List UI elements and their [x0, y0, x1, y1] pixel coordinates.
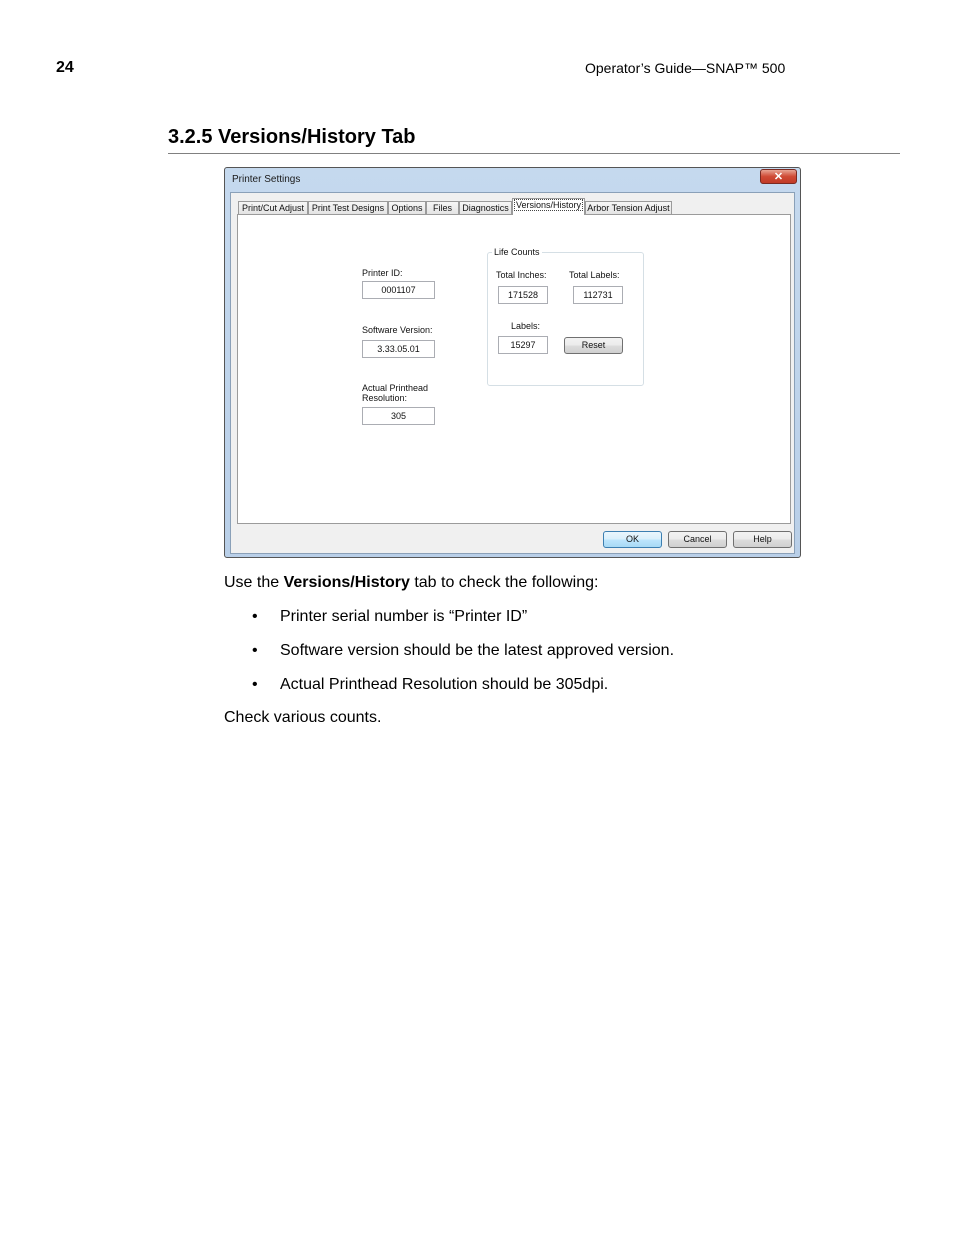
list-item-text: Software version should be the latest approved version.	[280, 642, 675, 659]
labels-label: Labels:	[511, 321, 541, 331]
total-labels-label: Total Labels:	[569, 270, 620, 280]
resolution-field[interactable]: 305	[362, 407, 435, 425]
total-inches-field[interactable]: 171528	[498, 286, 548, 304]
printer-id-field[interactable]: 0001107	[362, 281, 435, 299]
section-title: 3.2.5 Versions/History Tab	[168, 126, 416, 148]
tab-options[interactable]: Options	[388, 201, 426, 215]
close-button[interactable]	[760, 169, 797, 184]
bullet-icon: •	[252, 642, 258, 659]
tab-diagnostics[interactable]: Diagnostics	[459, 201, 512, 215]
tab-versions-history-label: Versions/History	[515, 200, 582, 210]
tab-versions-history[interactable]	[512, 198, 585, 215]
dialog-client-area	[230, 192, 795, 554]
close-icon: ✕	[773, 171, 784, 183]
ok-button[interactable]: OK	[603, 531, 662, 548]
list-item-text: Actual Printhead Resolution should be 305dpi.	[280, 676, 609, 693]
intro-bold: Versions/History	[283, 574, 410, 591]
bullet-icon: •	[252, 608, 258, 625]
bullet-icon: •	[252, 676, 258, 693]
closing-paragraph: Check various counts.	[224, 709, 382, 726]
software-version-field[interactable]: 3.33.05.01	[362, 340, 435, 358]
total-inches-label: Total Inches:	[496, 270, 547, 280]
reset-button[interactable]: Reset	[564, 337, 623, 354]
list-item-text: Printer serial number is “Printer ID”	[280, 608, 528, 625]
running-header: Operator’s Guide—SNAP™ 500	[585, 60, 786, 76]
life-counts-label: Life Counts	[494, 247, 540, 257]
intro-suffix: tab to check the following:	[409, 574, 599, 591]
printer-id-label: Printer ID:	[362, 268, 403, 278]
section-rule	[168, 153, 900, 154]
dialog-title: Printer Settings	[232, 174, 301, 185]
resolution-label-line1: Actual Printhead	[362, 383, 429, 393]
intro-prefix: Use the	[224, 574, 284, 591]
tab-print-test-designs[interactable]: Print Test Designs	[308, 201, 388, 215]
labels-field[interactable]: 15297	[498, 336, 548, 354]
tab-files[interactable]: Files	[426, 201, 459, 215]
software-version-label: Software Version:	[362, 325, 433, 335]
intro-paragraph	[224, 574, 598, 592]
page-number: 24	[56, 59, 74, 76]
cancel-button[interactable]: Cancel	[668, 531, 727, 548]
total-labels-field[interactable]: 112731	[573, 286, 623, 304]
help-button[interactable]: Help	[733, 531, 792, 548]
tab-arbor-tension-adjust[interactable]: Arbor Tension Adjust	[585, 201, 672, 215]
printer-settings-dialog	[224, 167, 801, 558]
versions-history-panel	[237, 214, 791, 524]
tab-print-cut-adjust[interactable]: Print/Cut Adjust	[238, 201, 308, 215]
resolution-label-line2: Resolution:	[362, 393, 408, 403]
